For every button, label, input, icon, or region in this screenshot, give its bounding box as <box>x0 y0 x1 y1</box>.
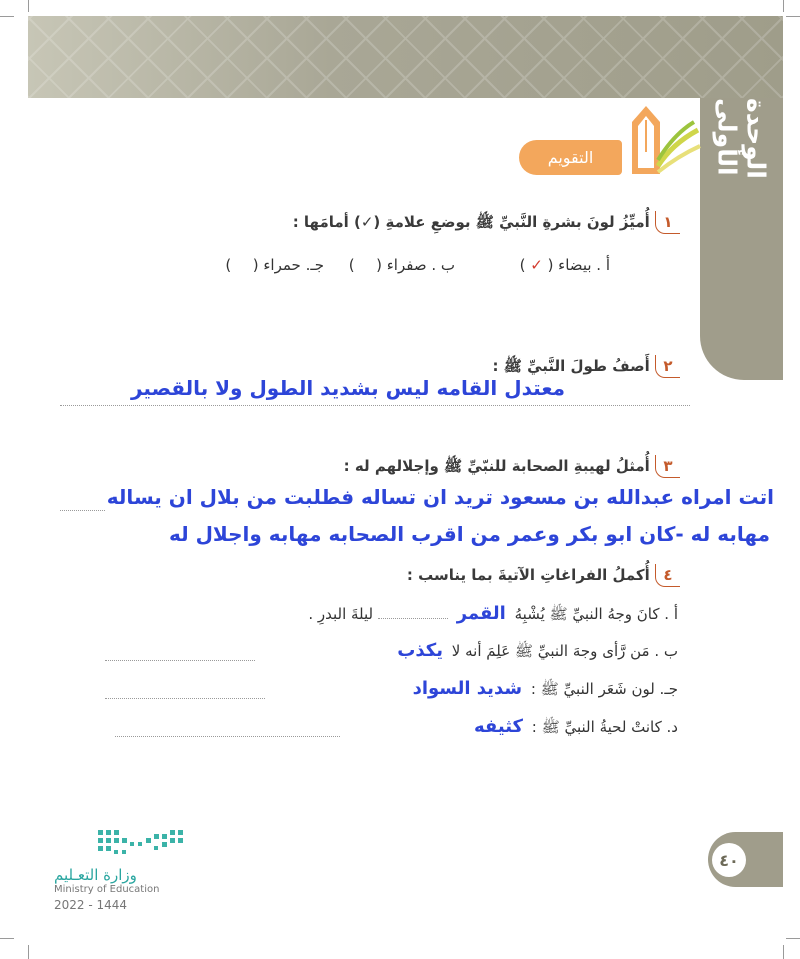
option-label: جـ. حمراء ( <box>252 256 324 274</box>
crop-mark <box>786 16 800 17</box>
fill-item-a <box>308 603 678 627</box>
answer-line <box>60 510 105 511</box>
crop-mark <box>0 16 14 17</box>
edition-year: 2022 - 1444 <box>54 898 128 912</box>
ministry-name-ar: وزارة التعـليم <box>54 866 137 884</box>
crop-mark <box>786 938 800 939</box>
banner-pattern <box>28 16 783 98</box>
fill-answer: يكذب <box>397 640 443 661</box>
crop-mark <box>0 938 14 939</box>
fill-answer: كثيفه <box>473 716 524 737</box>
fill-prefix: جـ. لون شَعَر النبيِّ ﷺ : <box>530 680 678 698</box>
answer-text: مهابه له -كان ابو بكر وعمر من اقرب الصحابه مهابه واجلال له <box>168 522 770 546</box>
fill-answer: القمر <box>456 603 506 624</box>
question-3 <box>344 455 680 479</box>
crop-mark <box>783 0 784 12</box>
question-number: ٤ <box>655 564 680 587</box>
unit-title-box <box>700 98 783 258</box>
question-number: ٣ <box>655 455 680 478</box>
unit-title: الوحدة الأولى <box>712 98 771 179</box>
fill-item-d <box>470 716 678 740</box>
question-1 <box>293 211 680 235</box>
option-close: ) <box>225 256 232 274</box>
checkmark-icon: ✓ <box>530 256 543 274</box>
option-b <box>349 256 455 274</box>
fill-item-b <box>393 640 678 664</box>
option-close: ) <box>348 256 355 274</box>
fill-dots <box>115 736 340 737</box>
question-text: أُميِّزُ لونَ بشرةِ النَّبيِّ ﷺ بوضعِ علامةِ (✓) أمامَها : <box>292 213 650 231</box>
fill-dots <box>105 660 255 661</box>
pen-nib-icon <box>612 104 702 182</box>
question-text: أُكملُ الفراغاتِ الآتيةَ بما يناسب : <box>406 566 650 584</box>
fill-prefix: ب . مَن رَّأى وجهَ النبيِّ ﷺ عَلِمَ أنه لا <box>451 642 678 660</box>
crop-mark <box>28 0 29 12</box>
fill-prefix: د. كانتْ لحيةُ النبيِّ ﷺ : <box>531 718 678 736</box>
question-text: أَصفُ طولَ النَّبيِّ ﷺ : <box>492 357 650 375</box>
fill-dots <box>105 698 265 699</box>
answer-line <box>60 405 690 406</box>
question-number: ١ <box>655 211 680 234</box>
fill-item-c <box>409 678 678 702</box>
page-number: ٤٠ <box>712 843 746 877</box>
answer-text: اتت امراه عبدالله بن مسعود تريد ان تساله فطلبت من بلال ان يساله <box>106 485 774 509</box>
crop-mark <box>28 945 29 959</box>
option-label: أ . بيضاء ( <box>547 256 610 274</box>
answer-text: معتدل القامه ليس بشديد الطول ولا بالقصير <box>130 376 565 400</box>
option-close: ) <box>519 256 526 274</box>
ministry-name-en: Ministry of Education <box>54 884 160 895</box>
fill-suffix: ليلةَ البدرِ . <box>308 605 374 623</box>
fill-prefix: أ . كانَ وجهُ النبيِّ ﷺ يُشْبِهُ <box>514 605 678 623</box>
section-badge: التقويم <box>519 140 622 175</box>
fill-answer: شديد السواد <box>412 678 523 699</box>
option-c <box>225 256 324 274</box>
question-text: أُمثلُ لهيبةِ الصحابة للنبّيِّ ﷺ وإجلالهم له : <box>343 457 650 475</box>
crop-mark <box>783 945 784 959</box>
option-label: ب . صفراء ( <box>376 256 455 274</box>
fill-dots <box>378 618 448 619</box>
ministry-logo-icon <box>54 826 194 864</box>
option-a <box>520 256 610 274</box>
question-4 <box>407 564 680 587</box>
question-number: ٢ <box>655 355 680 378</box>
